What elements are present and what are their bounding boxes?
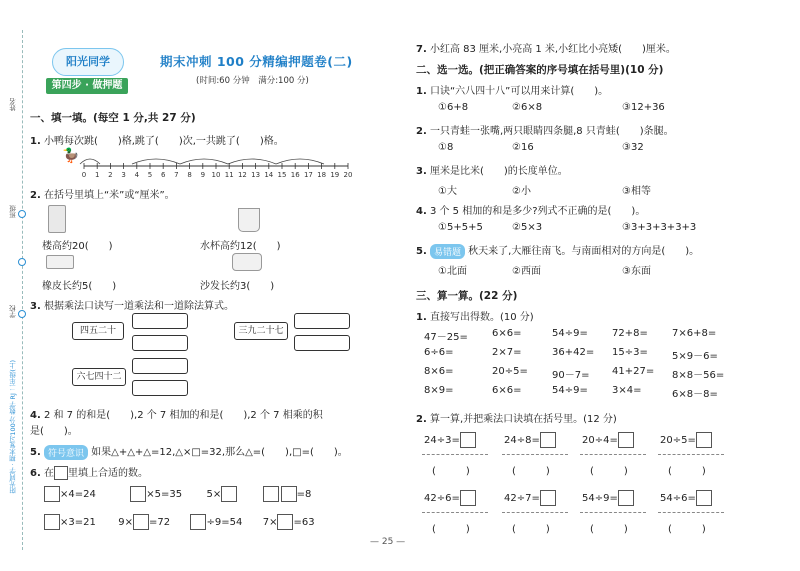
brand-logo: 阳光同学 bbox=[52, 48, 124, 76]
tick-label: 16 bbox=[290, 171, 300, 179]
tick-label: 5 bbox=[147, 171, 153, 179]
page-number: — 25 — bbox=[370, 537, 406, 547]
number-line-svg bbox=[70, 150, 360, 180]
question-1-4-cont: 是( )。 bbox=[30, 426, 78, 437]
item-sofa: 沙发长约3( ) bbox=[200, 281, 275, 292]
option: ③3+3+3+3+3 bbox=[622, 222, 697, 233]
calc-item: 8×6= bbox=[424, 366, 454, 377]
question-1-6 bbox=[30, 464, 148, 480]
dash-separator bbox=[422, 454, 488, 455]
building-icon bbox=[48, 205, 66, 233]
rhyme-answer-paren[interactable]: ( ) bbox=[668, 524, 706, 535]
fill-row-2 bbox=[44, 514, 315, 530]
option: ①6+8 bbox=[438, 102, 469, 113]
question-text: 如果△+△+△=12,△×□=32,那么△=( ),□=( )。 bbox=[91, 447, 348, 458]
division-item bbox=[504, 432, 556, 448]
option: ②16 bbox=[512, 142, 534, 153]
question-number: 7. bbox=[416, 44, 427, 55]
question-number: 1. bbox=[30, 136, 41, 147]
calc-item: 2×7= bbox=[492, 347, 522, 358]
equation-text: 20÷4= bbox=[582, 435, 618, 446]
answer-box[interactable] bbox=[460, 432, 476, 448]
question-number: 3. bbox=[30, 301, 41, 312]
question-number: 2. bbox=[416, 414, 427, 425]
question-text: 小鸭每次跳( )格,跳了( )次,一共跳了( )格。 bbox=[43, 136, 284, 147]
question-text: 算一算,并把乘法口诀填在括号里。(12 分) bbox=[429, 414, 617, 425]
question-text: 在 bbox=[43, 468, 54, 479]
answer-box[interactable] bbox=[132, 358, 188, 374]
answer-box[interactable] bbox=[294, 335, 350, 351]
option: ①8 bbox=[438, 142, 454, 153]
equation-text: ×5=35 bbox=[146, 489, 183, 500]
equation-text: 54÷9= bbox=[582, 493, 618, 504]
equation-text: 24÷3= bbox=[424, 435, 460, 446]
tick-label: 10 bbox=[211, 171, 221, 179]
question-text: 一只青蛙一张嘴,两只眼睛四条腿,8 只青蛙( )条腿。 bbox=[429, 126, 674, 137]
tick-label: 18 bbox=[317, 171, 327, 179]
question-number: 3. bbox=[416, 166, 427, 177]
division-item bbox=[504, 490, 556, 506]
question-number: 6. bbox=[30, 468, 41, 479]
rhyme-answer-paren[interactable]: ( ) bbox=[432, 466, 470, 477]
division-item bbox=[582, 432, 634, 448]
answer-box[interactable] bbox=[540, 490, 556, 506]
option: ③32 bbox=[622, 142, 644, 153]
section-3-heading: 三、算一算。(22 分) bbox=[416, 290, 518, 302]
tick-label: 12 bbox=[237, 171, 247, 179]
equation-text: 42÷6= bbox=[424, 493, 460, 504]
question-number: 2. bbox=[30, 190, 41, 201]
class-label: 班级 bbox=[9, 205, 17, 218]
number-line bbox=[70, 150, 360, 180]
question-1-2 bbox=[30, 186, 175, 201]
hole-mark bbox=[18, 258, 26, 266]
answer-box[interactable] bbox=[277, 514, 293, 530]
tag-error-prone: 易错题 bbox=[430, 244, 465, 259]
calc-item: 5×9－6= bbox=[672, 351, 718, 362]
dash-separator bbox=[502, 512, 568, 513]
option: ②6×8 bbox=[512, 102, 543, 113]
rhyme-answer-paren[interactable]: ( ) bbox=[590, 524, 628, 535]
answer-box[interactable] bbox=[263, 486, 279, 502]
equation-text: 24÷8= bbox=[504, 435, 540, 446]
hop-arc bbox=[132, 159, 180, 164]
answer-box[interactable] bbox=[221, 486, 237, 502]
tick-label: 4 bbox=[134, 171, 140, 179]
tick-label: 1 bbox=[94, 171, 100, 179]
option: ②5×3 bbox=[512, 222, 543, 233]
option: ①5+5+5 bbox=[438, 222, 483, 233]
tick-group bbox=[82, 163, 353, 179]
rhyme-answer-paren[interactable]: ( ) bbox=[590, 466, 628, 477]
division-item bbox=[660, 432, 712, 448]
calc-item: 54÷9= bbox=[552, 328, 588, 339]
calc-item: 54÷9= bbox=[552, 385, 588, 396]
question-text: 厘米是比米( )的长度单位。 bbox=[429, 166, 568, 177]
option: ①大 bbox=[438, 186, 457, 197]
hop-arc bbox=[180, 159, 228, 164]
name-label: 姓名 bbox=[9, 98, 17, 111]
question-3-2 bbox=[416, 410, 617, 425]
step-badge: 第四步 · 做押题 bbox=[46, 78, 128, 94]
equation-text: 5× bbox=[206, 489, 222, 500]
option: ③相等 bbox=[622, 186, 651, 197]
spine-text: 阳光同学 · 期末复习100分 数学 RJ 二年级(上) bbox=[9, 360, 17, 494]
question-1-3 bbox=[30, 297, 234, 312]
tick-label: 6 bbox=[160, 171, 166, 179]
answer-box[interactable] bbox=[44, 514, 60, 530]
calc-item: 6×8－8= bbox=[672, 389, 718, 400]
question-text: 小红高 83 厘米,小亮高 1 米,小红比小亮矮( )厘米。 bbox=[429, 44, 676, 55]
calc-item: 72+8= bbox=[612, 328, 648, 339]
calc-item: 15÷3= bbox=[612, 347, 648, 358]
item-building: 楼高约20( ) bbox=[42, 241, 113, 252]
question-number: 4. bbox=[30, 410, 41, 421]
question-number: 5. bbox=[416, 246, 427, 257]
equation-text: 54÷6= bbox=[660, 493, 696, 504]
option: ②小 bbox=[512, 186, 531, 197]
tick-label: 19 bbox=[330, 171, 340, 179]
question-text: 根据乘法口诀写一道乘法和一道除法算式。 bbox=[43, 301, 234, 312]
calc-item: 8×8－56= bbox=[672, 370, 725, 381]
rhyme-box: 四五二十 bbox=[72, 322, 124, 340]
equation-text: ×4=24 bbox=[60, 489, 96, 500]
question-text: 口诀“六八四十八”可以用来计算( )。 bbox=[429, 86, 609, 97]
question-2-5 bbox=[416, 242, 699, 259]
division-item bbox=[424, 432, 476, 448]
question-2-1 bbox=[416, 82, 608, 97]
answer-box[interactable] bbox=[618, 490, 634, 506]
equation-text: 42÷7= bbox=[504, 493, 540, 504]
question-number: 5. bbox=[30, 447, 41, 458]
question-text: 2 和 7 的和是( ),2 个 7 相加的和是( ),2 个 7 相乘的积 bbox=[43, 410, 323, 421]
answer-box[interactable] bbox=[132, 335, 188, 351]
equation-text: 20÷5= bbox=[660, 435, 696, 446]
question-text: 秋天来了,大雁往南飞。与南面相对的方向是( )。 bbox=[468, 246, 700, 257]
equation-text: 9× bbox=[118, 517, 133, 528]
question-1-4 bbox=[30, 406, 323, 421]
equation-text: ÷9=54 bbox=[206, 517, 243, 528]
equation-text: =63 bbox=[293, 517, 315, 528]
dash-separator bbox=[580, 512, 646, 513]
option: ①北面 bbox=[438, 266, 467, 277]
question-number: 1. bbox=[416, 312, 427, 323]
answer-box[interactable] bbox=[130, 486, 146, 502]
equation-text: 7× bbox=[262, 517, 278, 528]
rhyme-answer-paren[interactable]: ( ) bbox=[432, 524, 470, 535]
dash-separator bbox=[502, 454, 568, 455]
rhyme-answer-paren[interactable]: ( ) bbox=[668, 466, 706, 477]
question-number: 2. bbox=[416, 126, 427, 137]
calc-item: 6÷6= bbox=[424, 347, 454, 358]
division-item bbox=[424, 490, 476, 506]
item-eraser: 橡皮长约5( ) bbox=[42, 281, 117, 292]
tick-label: 13 bbox=[251, 171, 261, 179]
eraser-icon bbox=[46, 255, 74, 269]
tag-symbol-sense: 符号意识 bbox=[44, 445, 88, 460]
page-title: 期末冲刺 100 分精编押题卷(二) bbox=[160, 54, 353, 69]
answer-box[interactable] bbox=[460, 490, 476, 506]
rhyme-box: 六七四十二 bbox=[72, 368, 126, 386]
calc-item: 6×6= bbox=[492, 328, 522, 339]
calc-item: 7×6+8= bbox=[672, 328, 717, 339]
answer-box[interactable] bbox=[44, 486, 60, 502]
dash-separator bbox=[580, 454, 646, 455]
question-text: 在括号里填上“米”或“厘米”。 bbox=[43, 190, 175, 201]
answer-box[interactable] bbox=[281, 486, 297, 502]
item-cup: 水杯高约12( ) bbox=[200, 241, 281, 252]
box-glyph bbox=[54, 466, 68, 480]
question-text: 3 个 5 相加的和是多少?列式不正确的是( )。 bbox=[429, 206, 646, 217]
answer-box[interactable] bbox=[133, 514, 149, 530]
question-number: 1. bbox=[416, 86, 427, 97]
hole-mark bbox=[18, 310, 26, 318]
question-3-1 bbox=[416, 308, 534, 323]
equation-text: =8 bbox=[296, 489, 312, 500]
calc-item: 8×9= bbox=[424, 385, 454, 396]
cup-icon bbox=[238, 208, 260, 232]
answer-box[interactable] bbox=[696, 432, 712, 448]
question-2-3 bbox=[416, 162, 568, 177]
tick-label: 17 bbox=[303, 171, 313, 179]
division-item bbox=[582, 490, 634, 506]
equation-text: =72 bbox=[148, 517, 171, 528]
section-2-heading: 二、选一选。(把正确答案的序号填在括号里)(10 分) bbox=[416, 64, 664, 76]
question-text: 里填上合适的数。 bbox=[67, 468, 148, 479]
calc-item: 36+42= bbox=[552, 347, 595, 358]
answer-box[interactable] bbox=[132, 313, 188, 329]
calc-item: 6×6= bbox=[492, 385, 522, 396]
tick-label: 2 bbox=[108, 171, 113, 179]
tick-label: 0 bbox=[81, 171, 87, 179]
calc-item: 3×4= bbox=[612, 385, 642, 396]
question-1-1 bbox=[30, 132, 284, 147]
answer-box[interactable] bbox=[294, 313, 350, 329]
option: ③12+36 bbox=[622, 102, 665, 113]
tick-label: 20 bbox=[343, 171, 353, 179]
answer-box[interactable] bbox=[618, 432, 634, 448]
tick-label: 14 bbox=[264, 171, 274, 179]
question-1-5 bbox=[30, 443, 348, 460]
calc-item: 41+27= bbox=[612, 366, 655, 377]
calc-item: 90－7= bbox=[552, 370, 590, 381]
equation-text: ×3=21 bbox=[60, 517, 96, 528]
tick-label: 9 bbox=[200, 171, 206, 179]
section-1-heading: 一、填一填。(每空 1 分,共 27 分) bbox=[30, 112, 196, 124]
option: ②西面 bbox=[512, 266, 541, 277]
rhyme-box: 三九二十七 bbox=[234, 322, 288, 340]
tick-label: 8 bbox=[187, 171, 192, 179]
answer-box[interactable] bbox=[696, 490, 712, 506]
question-1-7 bbox=[416, 40, 676, 55]
tick-label: 3 bbox=[121, 171, 126, 179]
binding-margin bbox=[22, 30, 23, 550]
option: ③东面 bbox=[622, 266, 651, 277]
question-text: 直接写出得数。(10 分) bbox=[429, 312, 534, 323]
duck-icon: 🦆 bbox=[62, 148, 80, 164]
hop-arc bbox=[276, 159, 324, 164]
school-label: 学校 bbox=[9, 305, 17, 318]
rhyme-answer-paren[interactable]: ( ) bbox=[512, 466, 550, 477]
calc-item: 47－25= bbox=[424, 332, 468, 343]
rhyme-answer-paren[interactable]: ( ) bbox=[512, 524, 550, 535]
division-item bbox=[660, 490, 712, 506]
question-number: 4. bbox=[416, 206, 427, 217]
answer-box[interactable] bbox=[190, 514, 206, 530]
fill-row-1 bbox=[44, 486, 311, 502]
calc-item: 20÷5= bbox=[492, 366, 528, 377]
answer-box[interactable] bbox=[540, 432, 556, 448]
tick-label: 15 bbox=[277, 171, 287, 179]
sofa-icon bbox=[232, 253, 262, 271]
hole-mark bbox=[18, 210, 26, 218]
question-2-2 bbox=[416, 122, 674, 137]
page-subtitle: (时间:60 分钟 满分:100 分) bbox=[196, 76, 309, 86]
tick-label: 7 bbox=[174, 171, 179, 179]
question-2-4 bbox=[416, 202, 645, 217]
answer-box[interactable] bbox=[132, 380, 188, 396]
dash-separator bbox=[658, 454, 724, 455]
tick-label: 11 bbox=[224, 171, 234, 179]
dash-separator bbox=[422, 512, 488, 513]
dash-separator bbox=[658, 512, 724, 513]
